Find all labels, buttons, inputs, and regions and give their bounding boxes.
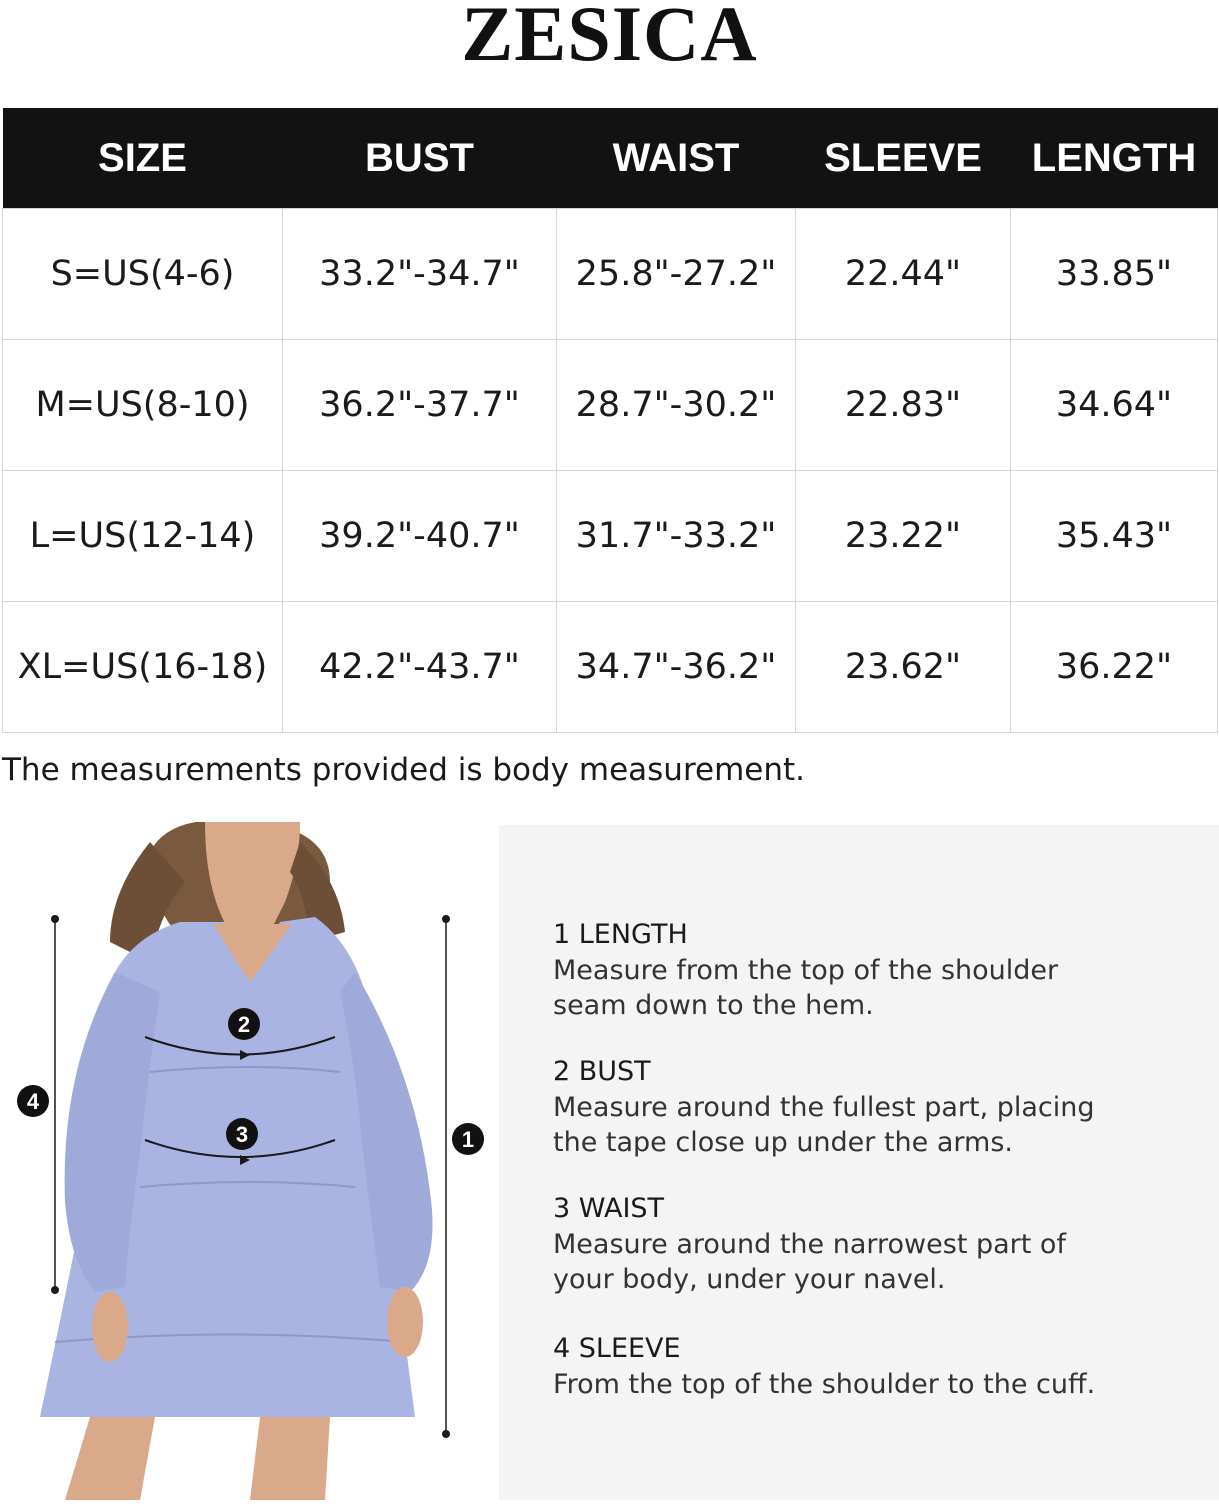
marker-4 — [17, 1085, 49, 1117]
marker-3-label: 3 — [235, 1122, 249, 1147]
brand-logo: ZESICA — [461, 0, 758, 77]
header-length: LENGTH — [1011, 108, 1218, 209]
marker-2-label: 2 — [237, 1012, 251, 1037]
guide-length-title: 1 LENGTH — [553, 919, 688, 950]
marker-1 — [452, 1123, 484, 1155]
left-leg — [65, 1417, 155, 1500]
sleeve-line-top-dot — [51, 915, 59, 923]
length-cell: 35.43" — [1011, 471, 1218, 602]
table-row — [3, 209, 1218, 340]
guide-sleeve-title: 4 SLEEVE — [553, 1333, 681, 1364]
guide-waist-desc-line2: your body, under your navel. — [553, 1264, 946, 1295]
length-cell: 36.22" — [1011, 602, 1218, 733]
marker-4-label: 4 — [26, 1089, 40, 1114]
waist-cell: 25.8"-27.2" — [557, 209, 796, 340]
guide-sleeve — [553, 1331, 1193, 1402]
bust-cell: 42.2"-43.7" — [283, 602, 557, 733]
bust-cell: 33.2"-34.7" — [283, 209, 557, 340]
header-sleeve: SLEEVE — [796, 108, 1011, 209]
sleeve-cell: 22.44" — [796, 209, 1011, 340]
guide-sleeve-desc-line1: From the top of the shoulder to the cuff. — [553, 1369, 1096, 1400]
guide-length-desc-line2: seam down to the hem. — [553, 990, 874, 1021]
table-row — [3, 602, 1218, 733]
marker-1-label: 1 — [461, 1127, 475, 1152]
bust-cell: 36.2"-37.7" — [283, 340, 557, 471]
marker-2 — [228, 1008, 260, 1040]
guide-bust-title: 2 BUST — [553, 1056, 651, 1087]
sleeve-cell: 23.62" — [796, 602, 1011, 733]
model-illustration — [0, 822, 500, 1500]
right-leg — [250, 1417, 330, 1500]
length-line-bottom-dot — [442, 1430, 450, 1438]
header-size: SIZE — [3, 108, 283, 209]
table-row — [3, 340, 1218, 471]
length-line-top-dot — [442, 915, 450, 923]
guide-waist-title: 3 WAIST — [553, 1193, 665, 1224]
guide-bust-desc-line2: the tape close up under the arms. — [553, 1127, 1013, 1158]
table-row — [3, 471, 1218, 602]
guide-length-desc-line1: Measure from the top of the shoulder — [553, 955, 1059, 986]
marker-3 — [226, 1118, 258, 1150]
length-cell: 34.64" — [1011, 340, 1218, 471]
right-hand — [387, 1287, 423, 1357]
bust-cell: 39.2"-40.7" — [283, 471, 557, 602]
guide-bust — [553, 1054, 1193, 1160]
guide-waist-desc-line1: Measure around the narrowest part of — [553, 1229, 1066, 1260]
guide-waist — [553, 1191, 1193, 1297]
waist-cell: 34.7"-36.2" — [557, 602, 796, 733]
left-hand — [92, 1292, 128, 1362]
measurement-guide-panel — [499, 825, 1219, 1500]
size-cell: L=US(12-14) — [3, 471, 283, 602]
measurement-note: The measurements provided is body measurement. — [2, 752, 806, 788]
sleeve-line-bottom-dot — [51, 1286, 59, 1294]
size-cell: S=US(4-6) — [3, 209, 283, 340]
sleeve-cell: 22.83" — [796, 340, 1011, 471]
size-cell: XL=US(16-18) — [3, 602, 283, 733]
sleeve-cell: 23.22" — [796, 471, 1011, 602]
table-header-row — [3, 108, 1218, 209]
length-cell: 33.85" — [1011, 209, 1218, 340]
header-bust: BUST — [283, 108, 557, 209]
waist-cell: 31.7"-33.2" — [557, 471, 796, 602]
size-cell: M=US(8-10) — [3, 340, 283, 471]
guide-length — [553, 917, 1193, 1023]
dress-model-figure — [0, 822, 500, 1500]
header-waist: WAIST — [557, 108, 796, 209]
guide-bust-desc-line1: Measure around the fullest part, placing — [553, 1092, 1095, 1123]
size-chart-table — [2, 108, 1218, 733]
waist-cell: 28.7"-30.2" — [557, 340, 796, 471]
